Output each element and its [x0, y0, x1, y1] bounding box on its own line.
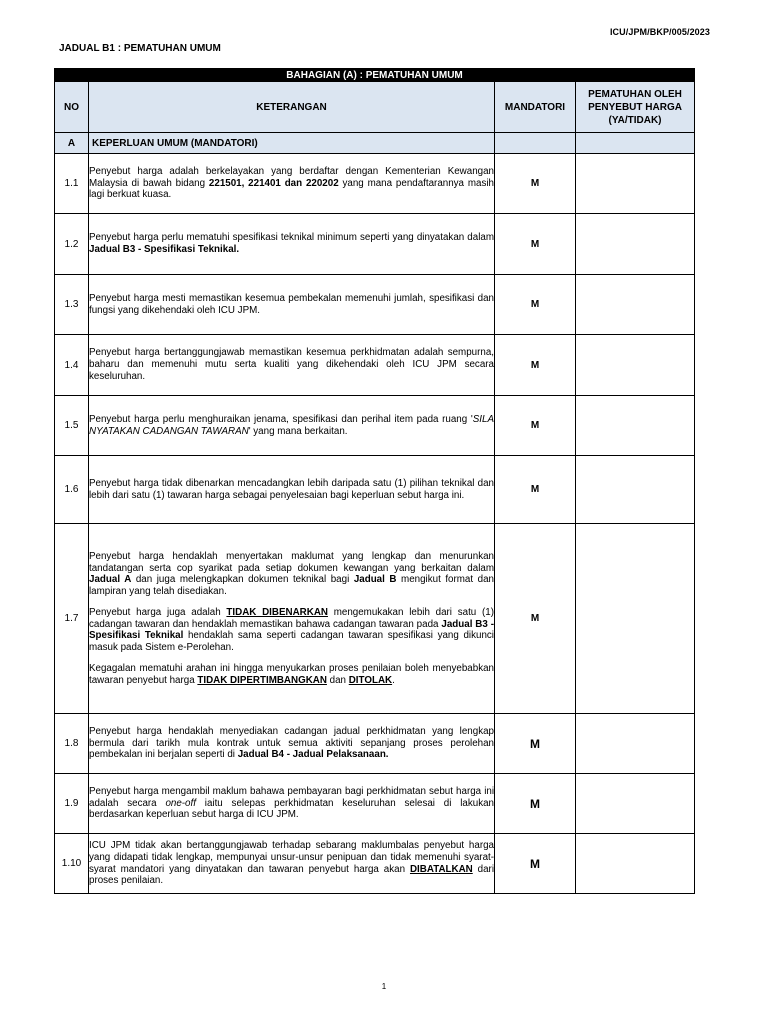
row-description: Penyebut harga adalah berkelayakan yang berdaftar dengan Kementerian Kewangan Malaysia di bawah bidang 221501, 221401 dan 220202 yang mana pendaftarannya masih lagi berkuat kuasa.	[89, 154, 495, 214]
row-mandatori: M	[495, 834, 576, 894]
compliance-table	[54, 68, 695, 894]
category-row	[55, 133, 695, 154]
column-header-no: NO	[55, 82, 89, 133]
row-pematuhan-cell[interactable]	[576, 335, 695, 396]
row-mandatori: M	[495, 396, 576, 456]
category-mandatori-cell	[495, 133, 576, 154]
category-pematuhan-cell	[576, 133, 695, 154]
row-pematuhan-cell[interactable]	[576, 774, 695, 834]
section-header-row	[55, 69, 695, 82]
row-number: 1.10	[55, 834, 89, 894]
row-mandatori: M	[495, 214, 576, 275]
row-mandatori: M	[495, 154, 576, 214]
row-pematuhan-cell[interactable]	[576, 275, 695, 335]
description-paragraph: Kegagalan mematuhi arahan ini hingga menyukarkan proses penilaian boleh menyebabkan tawaran penyebut harga TIDAK DIPERTIMBANGKAN dan DITOLAK.	[89, 662, 494, 686]
table-row	[55, 524, 695, 714]
document-reference: ICU/JPM/BKP/005/2023	[609, 27, 710, 37]
row-description: Penyebut harga mengambil maklum bahawa pembayaran bagi perkhidmatan sebut harga ini adalah secara one-off iaitu selepas perkhidmatan keseluruhan selesai di lakukan berdasarkan keperluan sebut harga di ICU JPM.	[89, 774, 495, 834]
table-row	[55, 275, 695, 335]
row-description: Penyebut harga perlu mematuhi spesifikasi teknikal minimum seperti yang dinyatakan dalam Jadual B3 - Spesifikasi Teknikal.	[89, 214, 495, 275]
document-title: JADUAL B1 : PEMATUHAN UMUM	[59, 43, 221, 54]
category-label: KEPERLUAN UMUM (MANDATORI)	[89, 133, 495, 154]
table-row	[55, 335, 695, 396]
table-row	[55, 214, 695, 275]
column-header-mandatori: MANDATORI	[495, 82, 576, 133]
row-description: Penyebut harga bertanggungjawab memastikan kesemua perkhidmatan adalah sempurna, baharu dan memenuhi mutu serta kualiti yang dikehendaki oleh ICU JPM secara keseluruhan.	[89, 335, 495, 396]
row-number: 1.8	[55, 714, 89, 774]
row-pematuhan-cell[interactable]	[576, 214, 695, 275]
row-mandatori: M	[495, 456, 576, 524]
description-paragraph: Penyebut harga juga adalah TIDAK DIBENARKAN mengemukakan lebih dari satu (1) cadangan tawaran dan hendaklah memastikan bahawa cadangan tawaran pada Jadual B3 - Spesifikasi Teknikal hendaklah sama seperti cadangan tawaran spesifikasi yang dikunci masuk pada Sistem e-Perolehan.	[89, 606, 494, 653]
row-number: 1.2	[55, 214, 89, 275]
row-pematuhan-cell[interactable]	[576, 396, 695, 456]
table-row	[55, 834, 695, 894]
row-number: 1.5	[55, 396, 89, 456]
description-paragraph: Penyebut harga hendaklah menyertakan maklumat yang lengkap dan menurunkan tandatangan serta cop syarikat pada setiap dokumen kewangan yang berkaitan dalam Jadual A dan juga melengkapkan dokumen teknikal bagi Jadual B mengikut format dan lampiran yang telah disediakan.	[89, 550, 495, 597]
table-row	[55, 774, 695, 834]
row-pematuhan-cell[interactable]	[576, 154, 695, 214]
category-code: A	[55, 133, 89, 154]
section-title: BAHAGIAN (A) : PEMATUHAN UMUM	[55, 69, 695, 82]
row-number: 1.4	[55, 335, 89, 396]
row-number: 1.3	[55, 275, 89, 335]
table-row	[55, 456, 695, 524]
row-pematuhan-cell[interactable]	[576, 714, 695, 774]
row-description	[89, 524, 495, 714]
row-mandatori: M	[495, 774, 576, 834]
row-pematuhan-cell[interactable]	[576, 456, 695, 524]
row-pematuhan-cell[interactable]	[576, 524, 695, 714]
row-description: Penyebut harga hendaklah menyediakan cadangan jadual perkhidmatan yang lengkap bermula dari tarikh mula kontrak untuk semua aktiviti sepanjang proses perolehan pembekalan ini berjalan seperti di Jadual B4 - Jadual Pelaksanaan.	[89, 714, 495, 774]
column-header-keterangan: KETERANGAN	[89, 82, 495, 133]
row-number: 1.1	[55, 154, 89, 214]
row-description: Penyebut harga perlu menghuraikan jenama, spesifikasi dan perihal item pada ruang 'SILA NYATAKAN CADANGAN TAWARAN' yang mana berkaitan.	[89, 396, 495, 456]
column-header-row	[55, 82, 695, 133]
row-description: Penyebut harga tidak dibenarkan mencadangkan lebih daripada satu (1) pilihan teknikal dan lebih dari satu (1) tawaran harga sebagai penyelesaian bagi keperluan sebut harga ini.	[89, 456, 495, 524]
table-row	[55, 396, 695, 456]
row-description: ICU JPM tidak akan bertanggungjawab terhadap sebarang maklumbalas penyebut harga yang didapati tidak lengkap, mempunyai unsur-unsur penipuan dan tidak memenuhi syarat-syarat mandatori yang dinyatakan dan tawaran penyebut harga akan DIBATALKAN dari proses penilaian.	[89, 834, 495, 894]
row-pematuhan-cell[interactable]	[576, 834, 695, 894]
row-mandatori: M	[495, 524, 576, 714]
row-mandatori: M	[495, 714, 576, 774]
row-number: 1.7	[55, 524, 89, 714]
row-mandatori: M	[495, 275, 576, 335]
table-row	[55, 154, 695, 214]
row-mandatori: M	[495, 335, 576, 396]
row-number: 1.9	[55, 774, 89, 834]
row-description: Penyebut harga mesti memastikan kesemua pembekalan memenuhi jumlah, spesifikasi dan fungsi yang dikehendaki oleh ICU JPM.	[89, 275, 495, 335]
page-number: 1	[381, 982, 387, 991]
column-header-pematuhan: PEMATUHAN OLEH PENYEBUT HARGA (YA/TIDAK)	[576, 82, 695, 133]
row-number: 1.6	[55, 456, 89, 524]
table-row	[55, 714, 695, 774]
